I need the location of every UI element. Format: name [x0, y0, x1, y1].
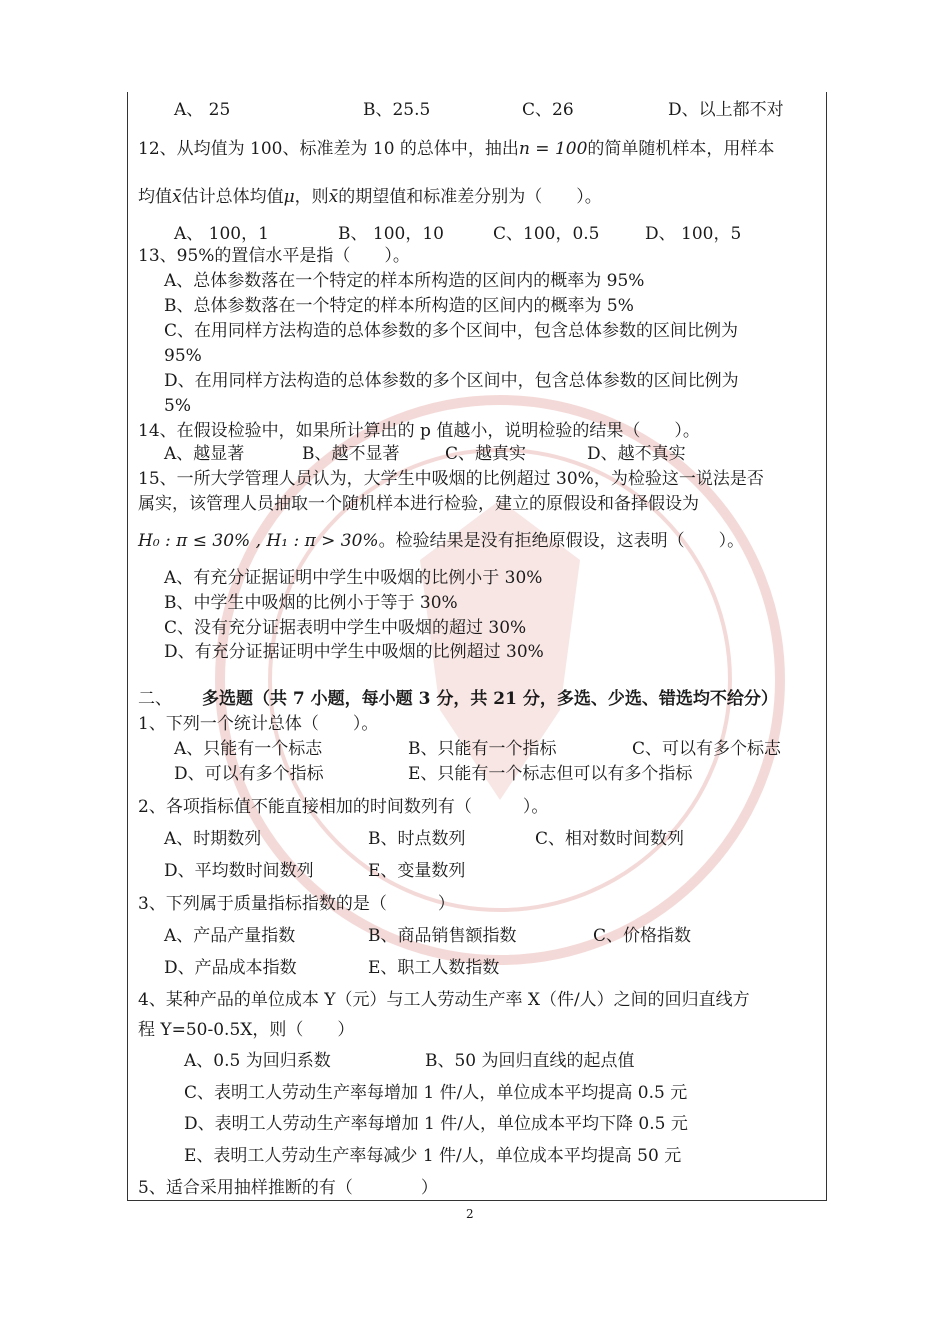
q13-option-d: D、在用同样方法构造的总体参数的多个区间中，包含总体参数的区间比例为 [164, 371, 739, 391]
m2-option-a: A、时期数列 [164, 829, 262, 849]
q13-option-d-cont: 5% [164, 396, 191, 416]
m4-option-e: E、表明工人劳动生产率每减少 1 件/人，单位成本平均提高 50 元 [184, 1146, 682, 1166]
q12-option-a: A、 100，1 [174, 224, 269, 244]
q12-option-c: C、100，0.5 [493, 224, 600, 244]
m4-stem-line1: 4、某种产品的单位成本 Y（元）与工人劳动生产率 X（件/人）之间的回归直线方 [138, 990, 750, 1010]
q12-option-b: B、 100，10 [338, 224, 444, 244]
m4-option-a: A、0.5 为回归系数 [184, 1051, 331, 1071]
q12-stem-line1: 12、从均值为 100、标准差为 10 的总体中，抽出n = 100的简单随机样本，用样本 [138, 139, 775, 159]
m3-stem: 3、下列属于质量指标指数的是（ ） [138, 894, 455, 914]
m4-stem-line2: 程 Y=50-0.5X，则（ ） [138, 1020, 355, 1040]
q11-option-a: A、 25 [174, 100, 231, 120]
q13-option-c: C、在用同样方法构造的总体参数的多个区间中，包含总体参数的区间比例为 [164, 321, 739, 341]
m1-option-d: D、可以有多个指标 [174, 764, 324, 784]
m2-option-e: E、变量数列 [368, 861, 466, 881]
m3-option-e: E、职工人数指数 [368, 958, 500, 978]
m3-option-c: C、价格指数 [593, 926, 692, 946]
q13-option-b: B、总体参数落在一个特定的样本所构造的区间内的概率为 5% [164, 296, 634, 316]
q15-option-d: D、有充分证据证明中学生中吸烟的比例超过 30% [164, 642, 544, 662]
q12-stem-line2: 均值x̄估计总体均值μ，则x̄的期望值和标准差分别为（ ）。 [138, 187, 602, 207]
m5-stem: 5、适合采用抽样推断的有（ ） [138, 1178, 438, 1198]
m4-option-c: C、表明工人劳动生产率每增加 1 件/人，单位成本平均提高 0.5 元 [184, 1083, 688, 1103]
q15-option-b: B、中学生中吸烟的比例小于等于 30% [164, 593, 458, 613]
m1-option-e: E、只能有一个标志但可以有多个指标 [408, 764, 693, 784]
q15-option-c: C、没有充分证据表明中学生中吸烟的超过 30% [164, 618, 527, 638]
m1-option-b: B、只能有一个指标 [408, 739, 557, 759]
q14-option-a: A、越显著 [164, 444, 245, 464]
q15-stem-line1: 15、一所大学管理人员认为，大学生中吸烟的比例超过 30%，为检验这一说法是否 [138, 469, 764, 489]
q13-option-c-cont: 95% [164, 346, 202, 366]
m1-option-a: A、只能有一个标志 [174, 739, 323, 759]
m1-option-c: C、可以有多个标志 [632, 739, 782, 759]
q13-option-a: A、总体参数落在一个特定的样本所构造的区间内的概率为 95% [164, 271, 645, 291]
m4-option-b: B、50 为回归直线的起点值 [425, 1051, 635, 1071]
m2-option-d: D、平均数时间数列 [164, 861, 314, 881]
q14-stem: 14、在假设检验中，如果所计算出的 p 值越小，说明检验的结果（ ）。 [138, 421, 700, 441]
section2-number: 二、 [138, 689, 172, 709]
q11-option-d: D、以上都不对 [668, 100, 784, 120]
section2-title: 多选题（共 7 小题，每小题 3 分，共 21 分，多选、少选、错选均不给分） [202, 689, 778, 709]
q12-option-d: D、 100，5 [645, 224, 742, 244]
q15-option-a: A、有充分证据证明中学生中吸烟的比例小于 30% [164, 568, 543, 588]
m2-option-b: B、时点数列 [368, 829, 466, 849]
q15-hypotheses: H₀ : π ≤ 30% , H₁ : π > 30%。检验结果是没有拒绝原假设，这表明（ ）。 [138, 531, 745, 551]
m1-stem: 1、下列一个统计总体（ ）。 [138, 714, 379, 734]
q13-stem: 13、95%的置信水平是指（ ）。 [138, 246, 410, 266]
m2-option-c: C、相对数时间数列 [535, 829, 685, 849]
m3-option-b: B、商品销售额指数 [368, 926, 517, 946]
m2-stem: 2、各项指标值不能直接相加的时间数列有（ ）。 [138, 797, 549, 817]
q11-option-c: C、26 [522, 100, 574, 120]
q14-option-b: B、越不显著 [302, 444, 400, 464]
q15-stem-line2: 属实，该管理人员抽取一个随机样本进行检验，建立的原假设和备择假设为 [138, 494, 699, 514]
m3-option-a: A、产品产量指数 [164, 926, 296, 946]
m4-option-d: D、表明工人劳动生产率每增加 1 件/人，单位成本平均下降 0.5 元 [184, 1114, 688, 1134]
q14-option-d: D、越不真实 [587, 444, 686, 464]
q14-option-c: C、越真实 [445, 444, 527, 464]
m3-option-d: D、产品成本指数 [164, 958, 297, 978]
page-number: 2 [466, 1207, 474, 1221]
q11-option-b: B、25.5 [363, 100, 431, 120]
